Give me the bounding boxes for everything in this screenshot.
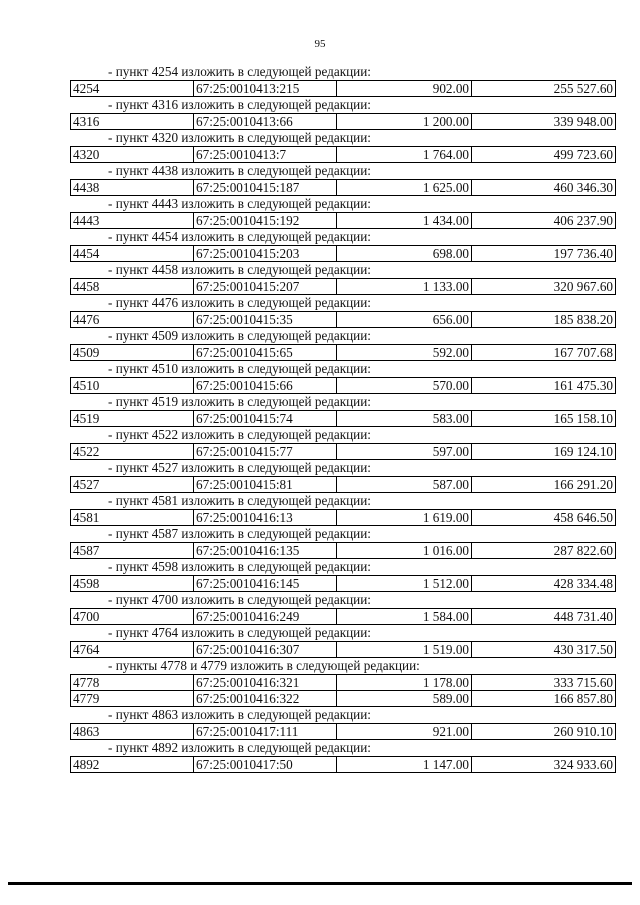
amendment-table [70,443,616,460]
area-cell: 1 434.00 [337,213,472,229]
value-cell: 185 838.20 [472,312,616,328]
table-row [71,642,616,658]
value-cell: 430 317.50 [472,642,616,658]
value-cell: 324 933.60 [472,757,616,773]
table-row [71,213,616,229]
cadastral-number-cell: 67:25:0010417:50 [194,757,337,773]
amendment-instruction: - пункт 4598 изложить в следующей редакции: [108,559,371,574]
amendment-instruction: - пункт 4587 изложить в следующей редакции: [108,526,371,541]
amendment-instruction: - пункт 4320 изложить в следующей редакции: [108,130,371,145]
cadastral-number-cell: 67:25:0010416:135 [194,543,337,559]
amendment-block [70,64,616,97]
amendment-table [70,756,616,773]
item-number-cell: 4438 [71,180,194,196]
item-number-cell: 4476 [71,312,194,328]
area-cell: 589.00 [337,691,472,707]
amendment-table [70,674,616,707]
amendment-table [70,278,616,295]
cadastral-number-cell: 67:25:0010416:322 [194,691,337,707]
area-cell: 698.00 [337,246,472,262]
item-number-cell: 4778 [71,675,194,691]
item-number-cell: 4587 [71,543,194,559]
area-cell: 587.00 [337,477,472,493]
cadastral-number-cell: 67:25:0010415:65 [194,345,337,361]
amendment-block [70,658,616,707]
area-cell: 902.00 [337,81,472,97]
value-cell: 255 527.60 [472,81,616,97]
amendment-table [70,476,616,493]
amendment-instruction: - пункт 4581 изложить в следующей редакции: [108,493,371,508]
value-cell: 458 646.50 [472,510,616,526]
amendment-table [70,146,616,163]
area-cell: 1 625.00 [337,180,472,196]
area-cell: 1 133.00 [337,279,472,295]
area-cell: 570.00 [337,378,472,394]
amendment-instruction: - пункт 4522 изложить в следующей редакции: [108,427,371,442]
item-number-cell: 4527 [71,477,194,493]
table-row [71,444,616,460]
area-cell: 1 619.00 [337,510,472,526]
area-cell: 592.00 [337,345,472,361]
amendment-block [70,97,616,130]
amendment-instruction: - пункт 4892 изложить в следующей редакции: [108,740,371,755]
value-cell: 169 124.10 [472,444,616,460]
value-cell: 448 731.40 [472,609,616,625]
table-row [71,312,616,328]
item-number-cell: 4522 [71,444,194,460]
amendment-block [70,328,616,361]
amendment-instruction: - пункт 4764 изложить в следующей редакции: [108,625,371,640]
value-cell: 499 723.60 [472,147,616,163]
table-row [71,147,616,163]
item-number-cell: 4509 [71,345,194,361]
item-number-cell: 4581 [71,510,194,526]
cadastral-number-cell: 67:25:0010415:35 [194,312,337,328]
amendment-table [70,245,616,262]
item-number-cell: 4254 [71,81,194,97]
value-cell: 166 857.80 [472,691,616,707]
amendment-table [70,344,616,361]
amendment-block [70,130,616,163]
value-cell: 166 291.20 [472,477,616,493]
value-cell: 260 910.10 [472,724,616,740]
item-number-cell: 4316 [71,114,194,130]
cadastral-number-cell: 67:25:0010415:187 [194,180,337,196]
amendments-list [70,64,616,773]
amendment-table [70,723,616,740]
cadastral-number-cell: 67:25:0010415:207 [194,279,337,295]
value-cell: 320 967.60 [472,279,616,295]
cadastral-number-cell: 67:25:0010415:81 [194,477,337,493]
amendment-instruction: - пункт 4863 изложить в следующей редакции: [108,707,371,722]
amendment-block [70,559,616,592]
bottom-rule [8,882,632,885]
cadastral-number-cell: 67:25:0010413:66 [194,114,337,130]
area-cell: 1 584.00 [337,609,472,625]
cadastral-number-cell: 67:25:0010415:77 [194,444,337,460]
cadastral-number-cell: 67:25:0010417:111 [194,724,337,740]
table-row [71,510,616,526]
table-row [71,543,616,559]
amendment-table [70,113,616,130]
amendment-block [70,592,616,625]
amendment-instruction: - пункт 4527 изложить в следующей редакции: [108,460,371,475]
amendment-table [70,80,616,97]
item-number-cell: 4598 [71,576,194,592]
value-cell: 339 948.00 [472,114,616,130]
cadastral-number-cell: 67:25:0010413:215 [194,81,337,97]
table-row [71,724,616,740]
amendment-instruction: - пункт 4438 изложить в следующей редакции: [108,163,371,178]
cadastral-number-cell: 67:25:0010416:249 [194,609,337,625]
amendment-block [70,394,616,427]
table-row [71,378,616,394]
area-cell: 597.00 [337,444,472,460]
cadastral-number-cell: 67:25:0010415:192 [194,213,337,229]
table-row [71,114,616,130]
amendment-table [70,311,616,328]
item-number-cell: 4458 [71,279,194,295]
value-cell: 197 736.40 [472,246,616,262]
amendment-instruction: - пункт 4454 изложить в следующей редакции: [108,229,371,244]
amendment-block [70,196,616,229]
area-cell: 921.00 [337,724,472,740]
table-row [71,576,616,592]
amendment-block [70,229,616,262]
amendment-instruction: - пункт 4458 изложить в следующей редакции: [108,262,371,277]
value-cell: 460 346.30 [472,180,616,196]
amendment-table [70,179,616,196]
item-number-cell: 4764 [71,642,194,658]
amendment-block [70,163,616,196]
cadastral-number-cell: 67:25:0010415:74 [194,411,337,427]
table-row [71,757,616,773]
item-number-cell: 4892 [71,757,194,773]
table-row [71,279,616,295]
amendment-instruction: - пункт 4509 изложить в следующей редакции: [108,328,371,343]
item-number-cell: 4510 [71,378,194,394]
value-cell: 406 237.90 [472,213,616,229]
amendment-table [70,212,616,229]
table-row [71,180,616,196]
cadastral-number-cell: 67:25:0010416:13 [194,510,337,526]
amendment-table [70,641,616,658]
table-row [71,609,616,625]
amendment-instruction: - пункт 4443 изложить в следующей редакции: [108,196,371,211]
amendment-block [70,460,616,493]
item-number-cell: 4519 [71,411,194,427]
table-row [71,477,616,493]
cadastral-number-cell: 67:25:0010413:7 [194,147,337,163]
amendment-block [70,295,616,328]
item-number-cell: 4454 [71,246,194,262]
amendment-instruction: - пункт 4519 изложить в следующей редакции: [108,394,371,409]
table-row [71,691,616,707]
amendment-table [70,377,616,394]
value-cell: 428 334.48 [472,576,616,592]
area-cell: 1 016.00 [337,543,472,559]
amendment-block [70,427,616,460]
table-row [71,411,616,427]
amendment-instruction: - пункт 4700 изложить в следующей редакции: [108,592,371,607]
page-number: 95 [314,38,326,50]
amendment-instruction: - пункт 4510 изложить в следующей редакции: [108,361,371,376]
table-row [71,81,616,97]
item-number-cell: 4779 [71,691,194,707]
amendment-table [70,509,616,526]
amendment-block [70,262,616,295]
amendment-block [70,361,616,394]
area-cell: 1 519.00 [337,642,472,658]
cadastral-number-cell: 67:25:0010415:66 [194,378,337,394]
amendment-block [70,625,616,658]
cadastral-number-cell: 67:25:0010415:203 [194,246,337,262]
value-cell: 165 158.10 [472,411,616,427]
area-cell: 583.00 [337,411,472,427]
amendment-instruction: - пункт 4316 изложить в следующей редакции: [108,97,371,112]
item-number-cell: 4443 [71,213,194,229]
amendment-instruction: - пункты 4778 и 4779 изложить в следующей редакции: [108,658,420,673]
cadastral-number-cell: 67:25:0010416:145 [194,576,337,592]
cadastral-number-cell: 67:25:0010416:307 [194,642,337,658]
amendment-instruction: - пункт 4476 изложить в следующей редакции: [108,295,371,310]
amendment-table [70,542,616,559]
amendment-table [70,575,616,592]
area-cell: 1 512.00 [337,576,472,592]
table-row [71,345,616,361]
area-cell: 1 200.00 [337,114,472,130]
area-cell: 1 178.00 [337,675,472,691]
area-cell: 1 147.00 [337,757,472,773]
item-number-cell: 4700 [71,609,194,625]
amendment-block [70,740,616,773]
table-row [71,675,616,691]
amendment-block [70,493,616,526]
value-cell: 161 475.30 [472,378,616,394]
item-number-cell: 4320 [71,147,194,163]
cadastral-number-cell: 67:25:0010416:321 [194,675,337,691]
amendment-table [70,410,616,427]
amendment-instruction: - пункт 4254 изложить в следующей редакции: [108,64,371,79]
area-cell: 656.00 [337,312,472,328]
amendment-table [70,608,616,625]
item-number-cell: 4863 [71,724,194,740]
value-cell: 287 822.60 [472,543,616,559]
area-cell: 1 764.00 [337,147,472,163]
value-cell: 333 715.60 [472,675,616,691]
amendment-block [70,707,616,740]
value-cell: 167 707.68 [472,345,616,361]
amendment-block [70,526,616,559]
table-row [71,246,616,262]
